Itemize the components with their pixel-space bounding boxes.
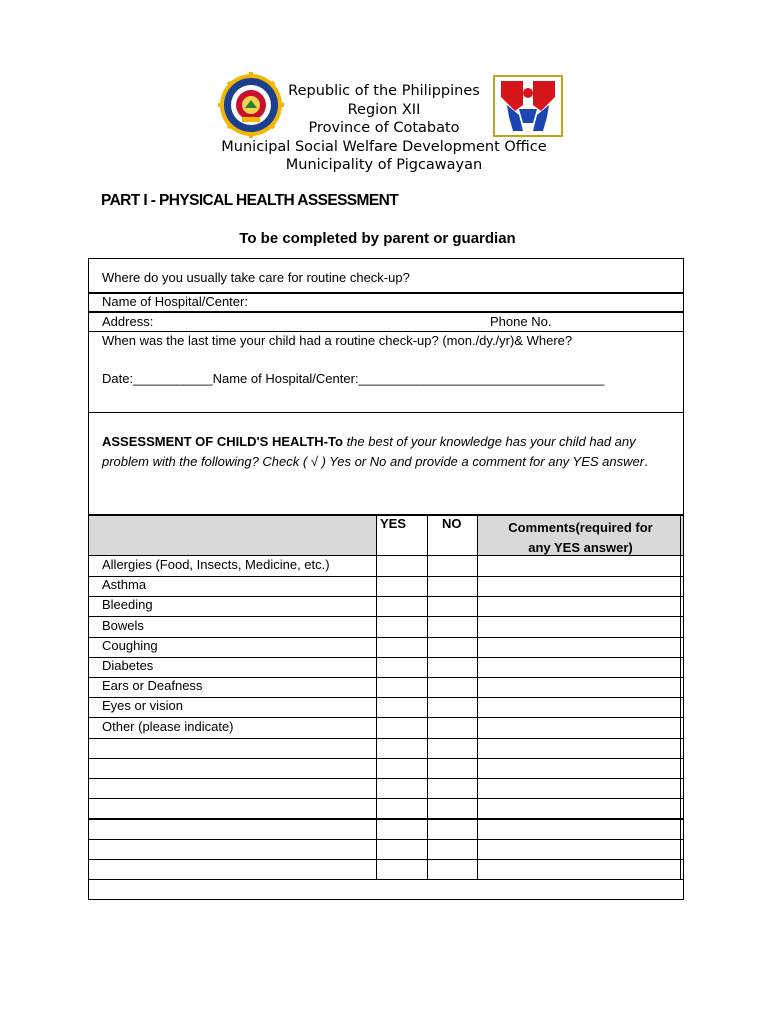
no-cell[interactable] bbox=[428, 657, 477, 676]
comment-cell[interactable] bbox=[478, 718, 680, 737]
assessment-text: the best of your knowledge has your child had any problem with the following? Check ( √ ) Yes or No and provide a comment for any YES answer bbox=[102, 434, 645, 469]
no-cell[interactable] bbox=[428, 839, 477, 858]
yes-cell[interactable] bbox=[377, 677, 427, 696]
yes-cell[interactable] bbox=[377, 556, 427, 575]
table-row-label: Other (please indicate) bbox=[102, 718, 234, 734]
no-cell[interactable] bbox=[428, 738, 477, 757]
yes-cell[interactable] bbox=[377, 637, 427, 656]
no-cell[interactable] bbox=[428, 576, 477, 595]
phone-field[interactable]: Phone No. bbox=[490, 314, 552, 329]
comment-cell[interactable] bbox=[478, 778, 680, 797]
table-row-label: Diabetes bbox=[102, 658, 154, 673]
yes-cell[interactable] bbox=[377, 657, 427, 676]
yes-cell[interactable] bbox=[377, 617, 427, 636]
subtitle: To be completed by parent or guardian bbox=[239, 230, 516, 247]
comment-cell[interactable] bbox=[478, 819, 680, 838]
column-yes: YES bbox=[380, 516, 407, 531]
yes-cell[interactable] bbox=[377, 697, 427, 716]
no-cell[interactable] bbox=[428, 819, 477, 838]
question-routine-checkup: Where do you usually take care for routine check-up? bbox=[102, 270, 410, 285]
yes-cell[interactable] bbox=[377, 738, 427, 757]
comment-cell[interactable] bbox=[478, 637, 680, 656]
part-title: PART I - PHYSICAL HEALTH ASSESSMENT bbox=[101, 192, 399, 209]
column-comments-line1: Comments(required for bbox=[508, 520, 653, 535]
column-no: NO bbox=[442, 516, 462, 531]
comment-cell[interactable] bbox=[478, 798, 680, 817]
no-cell[interactable] bbox=[428, 637, 477, 656]
yes-cell[interactable] bbox=[377, 859, 427, 878]
no-cell[interactable] bbox=[428, 697, 477, 716]
header-line-office: Municipal Social Welfare Development Office bbox=[221, 138, 547, 155]
date-hospital-field[interactable]: Date:___________Name of Hospital/Center:__________________________________ bbox=[102, 371, 605, 386]
table-row-label: Asthma bbox=[102, 577, 147, 593]
no-cell[interactable] bbox=[428, 718, 477, 737]
yes-cell[interactable] bbox=[377, 718, 427, 737]
header-blank-cell bbox=[89, 516, 376, 555]
hospital-name-field[interactable]: Name of Hospital/Center: bbox=[102, 294, 248, 309]
table-row-label: Allergies (Food, Insects, Medicine, etc.) bbox=[102, 557, 330, 572]
yes-cell[interactable] bbox=[377, 576, 427, 595]
assessment-instructions bbox=[102, 432, 662, 472]
no-cell[interactable] bbox=[428, 758, 477, 777]
header-line-region: Region XII bbox=[347, 101, 421, 118]
assessment-heading: ASSESSMENT OF CHILD'S HEALTH-To bbox=[102, 434, 343, 449]
table-row-label: Bowels bbox=[102, 617, 144, 633]
table-row-label: Ears or Deafness bbox=[102, 678, 203, 694]
yes-cell[interactable] bbox=[377, 839, 427, 858]
yes-cell[interactable] bbox=[377, 798, 427, 817]
no-cell[interactable] bbox=[428, 596, 477, 615]
comment-cell[interactable] bbox=[478, 859, 680, 878]
yes-cell[interactable] bbox=[377, 778, 427, 797]
comment-cell[interactable] bbox=[478, 657, 680, 676]
no-cell[interactable] bbox=[428, 859, 477, 878]
no-cell[interactable] bbox=[428, 556, 477, 575]
comment-cell[interactable] bbox=[478, 697, 680, 716]
comment-cell[interactable] bbox=[478, 677, 680, 696]
comment-cell[interactable] bbox=[478, 617, 680, 636]
comment-cell[interactable] bbox=[478, 738, 680, 757]
no-cell[interactable] bbox=[428, 798, 477, 817]
comment-cell[interactable] bbox=[478, 556, 680, 575]
no-cell[interactable] bbox=[428, 617, 477, 636]
assessment-end: . bbox=[644, 454, 648, 469]
header-line-municipality: Municipality of Pigcawayan bbox=[285, 157, 483, 173]
header-line-province: Province of Cotabato bbox=[308, 120, 460, 136]
no-cell[interactable] bbox=[428, 677, 477, 696]
yes-cell[interactable] bbox=[377, 596, 427, 615]
comment-cell[interactable] bbox=[478, 839, 680, 858]
comment-cell[interactable] bbox=[478, 576, 680, 595]
address-field[interactable]: Address: bbox=[102, 314, 154, 329]
no-cell[interactable] bbox=[428, 778, 477, 797]
column-comments-line2: any YES answer) bbox=[528, 540, 633, 555]
letterhead bbox=[0, 82, 768, 175]
comment-cell[interactable] bbox=[478, 758, 680, 777]
table-row-label: Coughing bbox=[102, 637, 158, 653]
table-row-label: Eyes or vision bbox=[102, 698, 183, 714]
yes-cell[interactable] bbox=[377, 758, 427, 777]
header-line-republic: Republic of the Philippines bbox=[288, 83, 480, 99]
table-row-label: Bleeding bbox=[102, 597, 153, 613]
comment-cell[interactable] bbox=[478, 596, 680, 615]
question-last-checkup: When was the last time your child had a routine check-up? (mon./dy./yr)& Where? bbox=[102, 333, 573, 348]
yes-cell[interactable] bbox=[377, 819, 427, 838]
column-comments bbox=[478, 518, 683, 558]
